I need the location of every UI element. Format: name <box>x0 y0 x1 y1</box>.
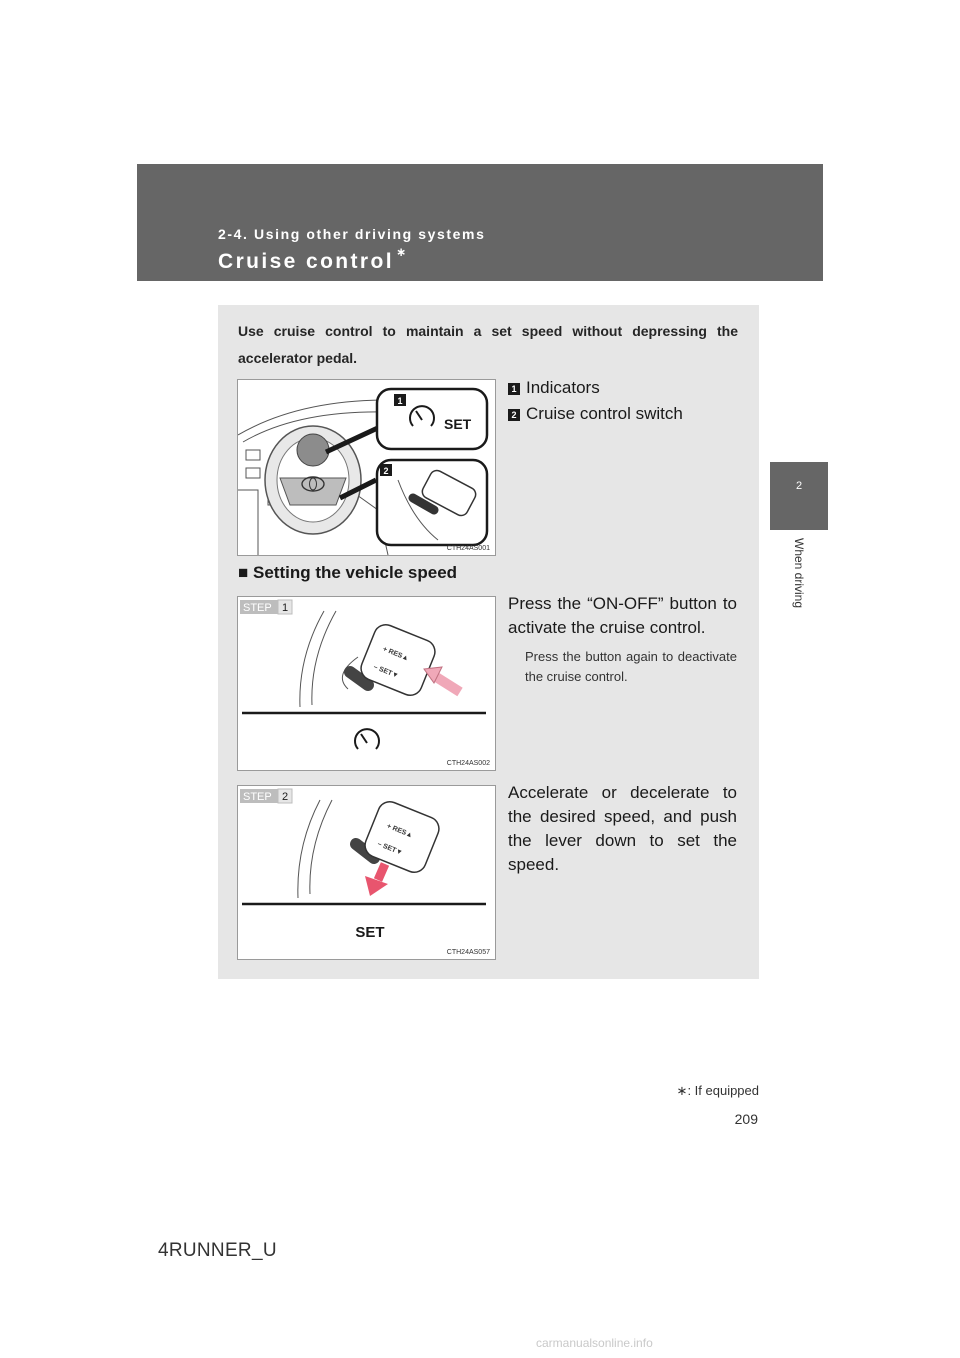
page-number: 209 <box>734 1111 758 1127</box>
lever-res-label: + RES▲ <box>381 645 410 663</box>
chapter-label: When driving <box>792 538 806 609</box>
step2-figure <box>237 785 496 960</box>
dashboard-figure <box>237 379 496 556</box>
legend-label-2: Cruise control switch <box>526 404 683 423</box>
footnote: ∗: If equipped <box>676 1083 759 1098</box>
lever-res-label: + RES▲ <box>385 822 414 840</box>
section-label: 2-4. Using other driving systems <box>218 226 486 242</box>
intro-text: Use cruise control to maintain a set speed without depressing the accelerator pedal. <box>238 323 738 366</box>
dashboard-illustration <box>238 380 495 555</box>
switch-callout <box>377 460 487 545</box>
step-number: 1 <box>281 602 289 614</box>
lever-switch <box>356 798 443 876</box>
push-down-arrow <box>378 864 385 880</box>
step2-illustration <box>238 786 495 959</box>
indicator-callout <box>377 389 487 449</box>
watermark[interactable]: carmanualsonline.info <box>536 1336 653 1350</box>
cruise-indicator-icon <box>355 729 379 749</box>
legend-item-2 <box>508 404 683 424</box>
lever-set-label: – SET▼ <box>376 840 404 858</box>
step-number: 2 <box>281 791 289 803</box>
chapter-number: 2 <box>795 480 803 492</box>
figure-code-2: CTH24AS002 <box>446 760 490 767</box>
page-title-text: Cruise control <box>218 250 394 273</box>
figure-code-3: CTH24AS057 <box>446 949 490 956</box>
step1-illustration <box>238 597 495 770</box>
figure-code-1: CTH24AS001 <box>446 545 490 552</box>
legend-number-2: 2 <box>508 409 520 421</box>
lever-set-label: – SET▼ <box>372 663 400 681</box>
lever-switch <box>350 621 439 699</box>
step2-text: Accelerate or decelerate to the desired speed, and push the lever down to set the speed. <box>508 783 737 874</box>
legend-item-1 <box>508 378 600 398</box>
step1-note: Press the button again to deactivate the cruise control. <box>525 649 737 684</box>
legend-number-1: 1 <box>508 383 520 395</box>
equipped-mark: ∗ <box>395 245 409 259</box>
step1-figure <box>237 596 496 771</box>
chapter-tab[interactable] <box>770 462 828 530</box>
step1-text: Press the “ON-OFF” button to activate the cruise control. <box>508 594 737 637</box>
set-indicator-text: SET <box>444 416 472 432</box>
legend-label-1: Indicators <box>526 378 600 397</box>
set-indicator-text: SET <box>355 924 385 941</box>
subheading: ■ Setting the vehicle speed <box>238 563 458 582</box>
callout-2-number: 2 <box>383 466 389 476</box>
callout-1-number: 1 <box>397 396 403 406</box>
page-title <box>218 245 409 274</box>
cluster-gauge <box>297 434 329 466</box>
step-word: STEP <box>243 602 272 614</box>
model-code: 4RUNNER_U <box>158 1240 277 1261</box>
step-word: STEP <box>243 791 272 803</box>
